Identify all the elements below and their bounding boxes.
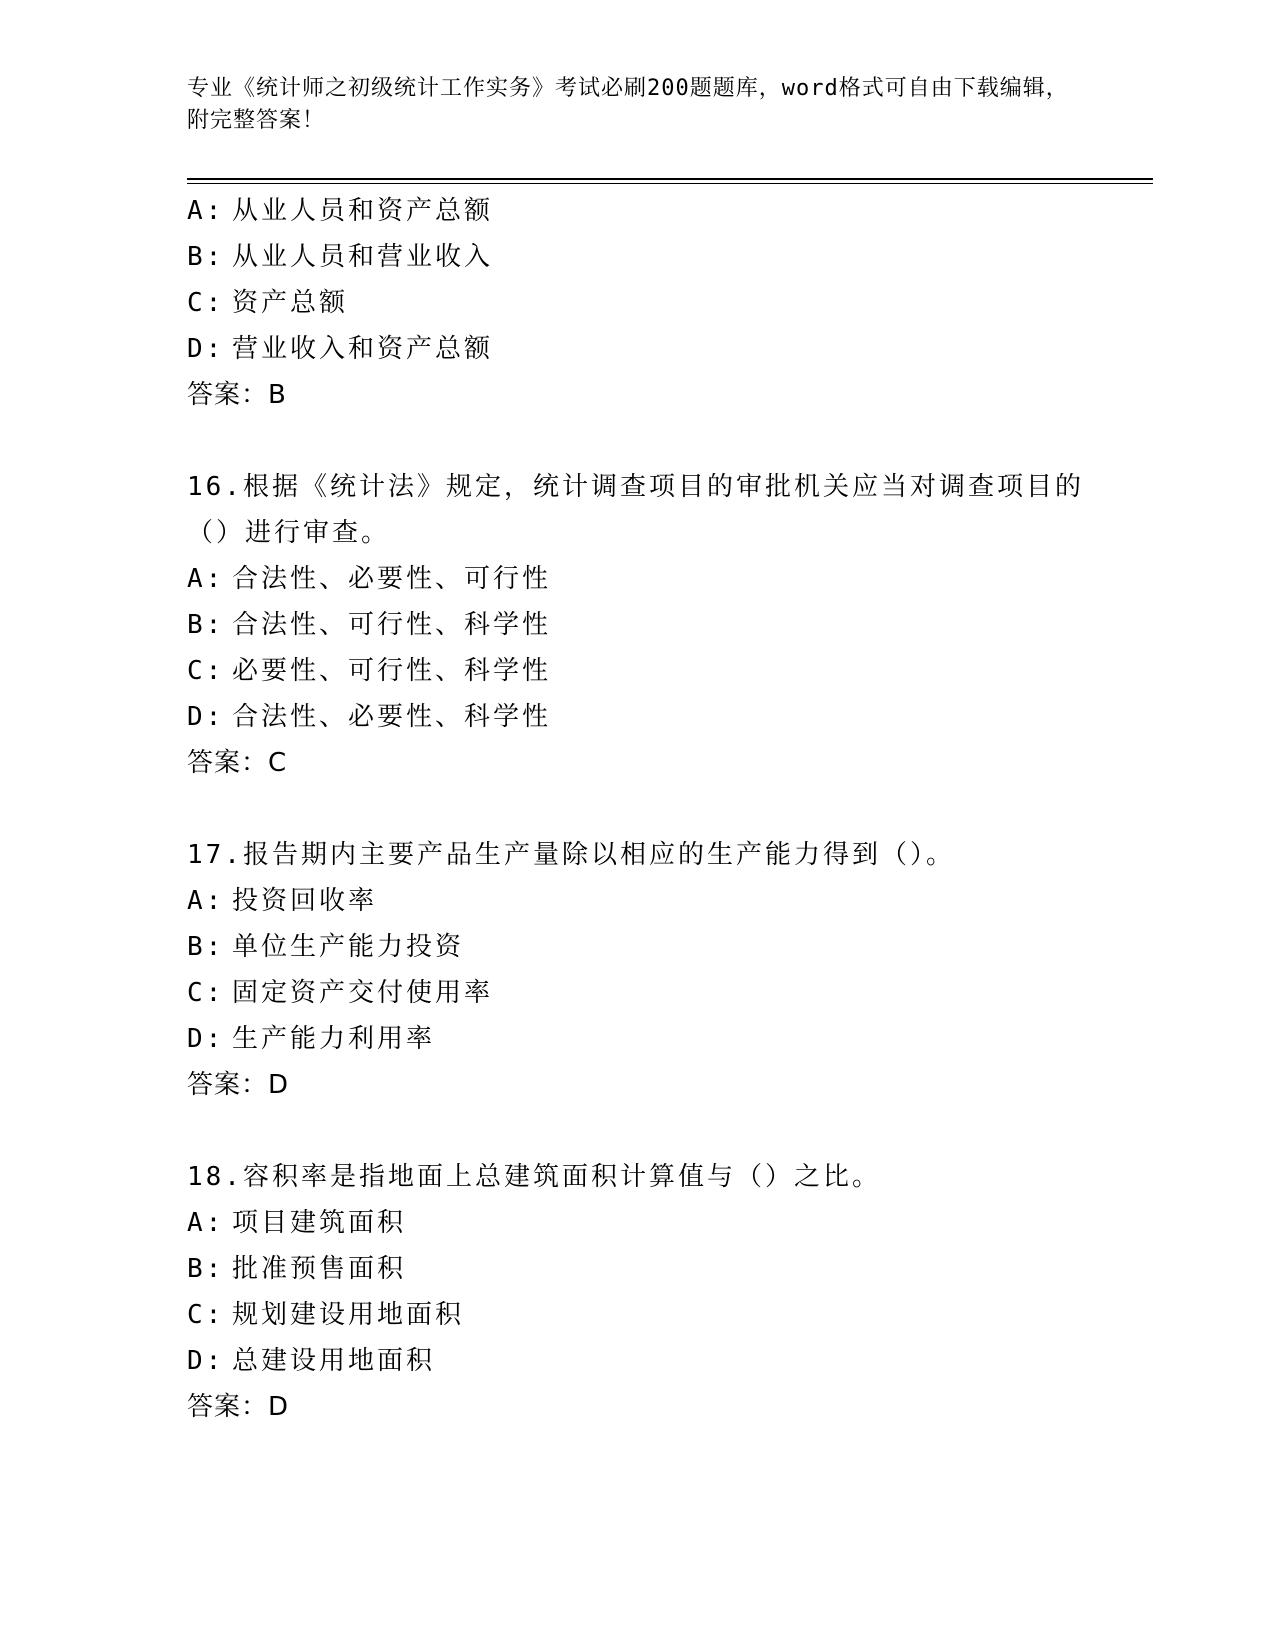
question-stem: 16.根据《统计法》规定，统计调查项目的审批机关应当对调查项目的（）进行审查。	[187, 472, 1084, 548]
document-header: 专业《统计师之初级统计工作实务》考试必刷200题题库，word格式可自由下载编辑，附完整答案！	[187, 76, 1069, 133]
question-stem: 17.报告期内主要产品生产量除以相应的生产能力得到（）。	[187, 840, 955, 870]
option-b: B: 批准预售面积	[187, 1254, 407, 1284]
option-a: A: 投资回收率	[187, 886, 378, 916]
option-d: D: 营业收入和资产总额	[187, 334, 494, 364]
option-d: D: 总建设用地面积	[187, 1346, 436, 1376]
answer-label: 答案：D	[187, 1392, 290, 1422]
option-a: A: 项目建筑面积	[187, 1208, 407, 1238]
option-d: D: 生产能力利用率	[187, 1024, 436, 1054]
answer-label: 答案：D	[187, 1070, 290, 1100]
option-a: A: 从业人员和资产总额	[187, 196, 494, 226]
question-18	[187, 1154, 1107, 1430]
question-15-continued	[187, 188, 1107, 418]
option-c: C: 固定资产交付使用率	[187, 978, 494, 1008]
option-b: B: 合法性、可行性、科学性	[187, 610, 552, 640]
option-d: D: 合法性、必要性、科学性	[187, 702, 552, 732]
option-a: A: 合法性、必要性、可行性	[187, 564, 552, 594]
spacer	[187, 1108, 1107, 1154]
question-17	[187, 832, 1107, 1108]
spacer	[187, 418, 1107, 464]
header-divider	[187, 178, 1153, 180]
option-c: C: 必要性、可行性、科学性	[187, 656, 552, 686]
option-b: B: 单位生产能力投资	[187, 932, 465, 962]
question-16	[187, 464, 1107, 786]
question-list	[187, 188, 1107, 1430]
question-stem: 18.容积率是指地面上总建筑面积计算值与（）之比。	[187, 1162, 881, 1192]
answer-label: 答案：B	[187, 380, 287, 410]
option-c: C: 规划建设用地面积	[187, 1300, 465, 1330]
option-c: C: 资产总额	[187, 288, 349, 318]
header-divider-thin	[187, 183, 1153, 184]
answer-label: 答案：C	[187, 748, 288, 778]
spacer	[187, 786, 1107, 832]
option-b: B: 从业人员和营业收入	[187, 242, 494, 272]
